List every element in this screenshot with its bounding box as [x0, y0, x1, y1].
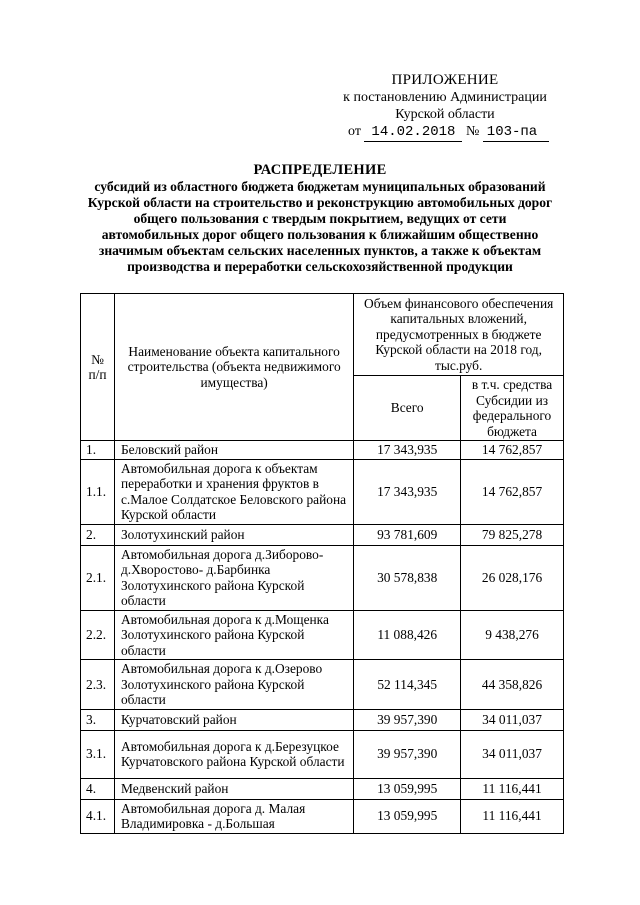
row-num: 4.1.	[81, 799, 115, 833]
row-federal: 14 762,857	[461, 441, 564, 460]
row-num: 2.1.	[81, 545, 115, 610]
heading-subtitle-line: автомобильных дорог общего пользования к ближайшим общественно	[101, 227, 539, 242]
row-name: Медвенский район	[114, 778, 353, 799]
row-total: 13 059,995	[354, 778, 461, 799]
row-total: 39 957,390	[354, 730, 461, 778]
row-total: 30 578,838	[354, 545, 461, 610]
row-federal: 11 116,441	[461, 799, 564, 833]
row-name: Автомобильная дорога к д.Березуцкое Курчатовского района Курской области	[114, 730, 353, 778]
row-num: 2.	[81, 524, 115, 545]
heading-subtitle-line: общего пользования с твердым покрытием, ведущих от сети	[133, 211, 507, 226]
table-row	[81, 610, 564, 660]
row-total: 39 957,390	[354, 709, 461, 730]
row-total: 13 059,995	[354, 799, 461, 833]
table-row	[81, 730, 564, 778]
row-name: Автомобильная дорога к д.Мощенка Золотухинского района Курской области	[114, 610, 353, 660]
table-row	[81, 709, 564, 730]
row-name: Курчатовский район	[114, 709, 353, 730]
appendix-line-2: Курской области	[395, 107, 495, 122]
row-name: Беловский район	[114, 441, 353, 460]
row-federal: 79 825,278	[461, 524, 564, 545]
row-federal: 44 358,826	[461, 660, 564, 710]
header-num: № п/п	[81, 294, 115, 441]
header-total: Всего	[354, 376, 461, 441]
table-row	[81, 459, 564, 524]
decree-date: 14.02.2018	[364, 124, 462, 142]
row-num: 2.2.	[81, 610, 115, 660]
appendix-block	[330, 72, 560, 142]
row-name: Золотухинский район	[114, 524, 353, 545]
table-row	[81, 660, 564, 710]
heading-subtitle-line: Курской области на строительство и реконструкцию автомобильных дорог	[87, 195, 553, 210]
appendix-date-line	[330, 123, 560, 142]
header-federal: в т.ч. средства Субсидии из федерального бюджета	[461, 376, 564, 441]
row-total: 11 088,426	[354, 610, 461, 660]
row-num: 2.3.	[81, 660, 115, 710]
heading-subtitle-line: производства и переработки сельскохозяйственной продукции	[127, 259, 513, 274]
heading-subtitle-line: субсидий из областного бюджета бюджетам муниципальных образований	[94, 179, 546, 194]
row-name: Автомобильная дорога д.Зиборово-д.Хворостово- д.Барбинка Золотухинского района Курской области	[114, 545, 353, 610]
date-prefix: от	[348, 124, 361, 139]
appendix-title: ПРИЛОЖЕНИЕ	[391, 72, 499, 88]
row-federal: 14 762,857	[461, 459, 564, 524]
row-total: 52 114,345	[354, 660, 461, 710]
row-total: 93 781,609	[354, 524, 461, 545]
row-name: Автомобильная дорога к д.Озерово Золотухинского района Курской области	[114, 660, 353, 710]
heading-title: РАСПРЕДЕЛЕНИЕ	[253, 162, 387, 178]
distribution-table	[80, 293, 564, 834]
table-header-row	[81, 294, 564, 376]
table-row	[81, 778, 564, 799]
row-total: 17 343,935	[354, 459, 461, 524]
row-num: 1.1.	[81, 459, 115, 524]
row-num: 3.	[81, 709, 115, 730]
row-num: 1.	[81, 441, 115, 460]
row-name: Автомобильная дорога д. Малая Владимировка - д.Большая	[114, 799, 353, 833]
appendix-line-1: к постановлению Администрации	[343, 90, 547, 105]
table-row	[81, 524, 564, 545]
row-federal: 11 116,441	[461, 778, 564, 799]
row-num: 4.	[81, 778, 115, 799]
number-prefix: №	[465, 124, 480, 139]
row-num: 3.1.	[81, 730, 115, 778]
row-federal: 34 011,037	[461, 709, 564, 730]
row-total: 17 343,935	[354, 441, 461, 460]
row-federal: 9 438,276	[461, 610, 564, 660]
decree-number: 103-па	[483, 124, 549, 142]
table-row	[81, 545, 564, 610]
document-heading	[75, 162, 565, 275]
row-federal: 26 028,176	[461, 545, 564, 610]
table-row	[81, 799, 564, 833]
header-name: Наименование объекта капитального строительства (объекта недвижимого имущества)	[114, 294, 353, 441]
row-name: Автомобильная дорога к объектам переработки и хранения фруктов в с.Малое Солдатское Беловского района Курской области	[114, 459, 353, 524]
row-federal: 34 011,037	[461, 730, 564, 778]
header-volume: Объем финансового обеспечения капитальных вложений, предусмотренных в бюджете Курской области на 2018 год, тыс.руб.	[354, 294, 564, 376]
table-row	[81, 441, 564, 460]
heading-subtitle-line: значимым объектам сельских населенных пунктов, а также к объектам	[98, 243, 542, 258]
